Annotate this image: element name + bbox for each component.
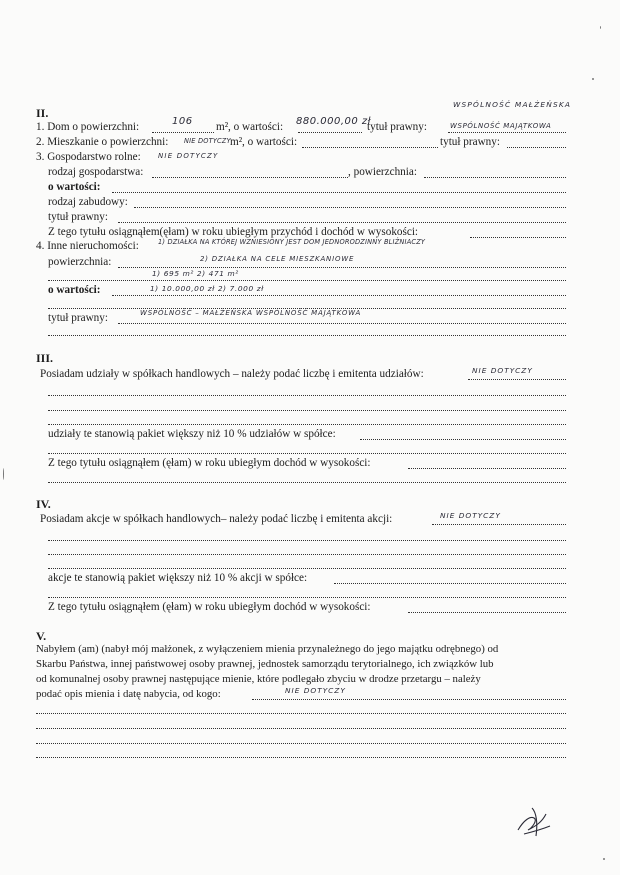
scan-speck <box>603 858 605 860</box>
farm-value: NIE DOTYCZY <box>158 152 219 160</box>
flat-title-line <box>507 147 566 148</box>
farm-income-label: Z tego tytułu osiągnąłem(ęłam) w roku ubiegłym przychód i dochód w wysokości: <box>48 226 419 238</box>
house-value-line <box>298 132 362 133</box>
scan-speck <box>3 468 4 480</box>
house-title-label: tytuł prawny: <box>367 121 427 133</box>
other-property-value: 1) DZIAŁKA NA KTÓREJ WZNIESIONY JEST DOM JEDNORODZINNY BLIŹNIACZY <box>158 238 426 246</box>
stocks-package-line <box>334 583 566 584</box>
shares-extra-line-2 <box>48 410 566 411</box>
other-area-line-1 <box>118 267 566 268</box>
farm-title-line <box>118 222 566 223</box>
shares-income-label: Z tego tytułu osiągnąłem (ęłam) w roku ubiegłym dochód w wysokości: <box>48 457 371 469</box>
farm-area-label: , powierzchnia: <box>348 166 417 178</box>
farm-type-line <box>152 177 348 178</box>
farm-type-label: rodzaj gospodarstwa: <box>48 166 144 178</box>
shares-package-line <box>360 439 566 440</box>
acquisition-text-line-3: od komunalnej osoby prawnej następujące mienie, które podlegało zbyciu w drodze przetargu – należy <box>36 673 481 685</box>
other-area-line-2 <box>48 280 566 281</box>
scan-speck <box>592 78 594 80</box>
farm-worth-label: o wartości: <box>48 181 101 193</box>
flat-value: NIE DOTYCZY <box>184 137 231 145</box>
other-area-label: powierzchnia: <box>48 256 112 268</box>
stocks-package-label: akcje te stanowią pakiet większy niż 10 % akcji w spółce: <box>48 572 308 584</box>
other-area-value-2: 1) 695 m² 2) 471 m² <box>152 269 239 278</box>
acquisition-text-line-2: Skarbu Państwa, innej państwowej osoby prawnej, jednostek samorządu terytorialnego, ich związków lub <box>36 658 494 670</box>
house-unit-label: m², o wartości: <box>216 121 284 133</box>
shares-package-label: udziały te stanowią pakiet większy niż 10 % udziałów w spółce: <box>48 428 336 440</box>
section-4-numeral: IV. <box>36 497 51 511</box>
flat-title-label: tytuł prawny: <box>440 136 500 148</box>
other-worth-line-1 <box>112 295 566 296</box>
other-title-label: tytuł prawny: <box>48 312 108 324</box>
stocks-income-label: Z tego tytułu osiągnąłem (ęłam) w roku ubiegłym dochód w wysokości: <box>48 601 371 613</box>
farm-area-line <box>424 177 566 178</box>
stocks-value: NIE DOTYCZY <box>440 511 501 520</box>
acquisition-extra-line-2 <box>36 728 566 729</box>
initials-signature <box>512 800 556 844</box>
other-worth-label: o wartości: <box>48 284 101 296</box>
house-area-line <box>152 132 214 133</box>
section-3-numeral: III. <box>36 351 54 365</box>
acquisition-text-line-4: podać opis mienia i datę nabycia, od kogo: <box>36 688 221 700</box>
farm-title-label: tytuł prawny: <box>48 211 108 223</box>
shares-label: Posiadam udziały w spółkach handlowych – należy podać liczbę i emitenta udziałów: <box>40 368 424 380</box>
shares-value: NIE DOTYCZY <box>472 366 533 375</box>
other-title-value: WSPÓLNOŚĆ – MAŁŻEŃSKA WSPÓLNOŚĆ MAJĄTKOWA <box>140 309 362 317</box>
other-worth-value: 1) 10.000,00 zł 2) 7.000 zł <box>150 284 264 293</box>
house-title-line <box>448 132 566 133</box>
shares-extra-line-1 <box>48 395 566 396</box>
section-2-numeral: II. <box>36 106 49 120</box>
shares-income-line-2 <box>48 482 566 483</box>
farm-buildings-line <box>134 207 566 208</box>
shares-income-line <box>408 468 566 469</box>
house-label: 1. Dom o powierzchni: <box>36 121 140 133</box>
section-5-numeral: V. <box>36 629 47 643</box>
shares-package-line-2 <box>48 453 566 454</box>
shares-extra-line-3 <box>48 424 566 425</box>
farm-income-line <box>470 237 566 238</box>
acquisition-extra-line-3 <box>36 743 566 744</box>
house-title-value: WSPÓLNOŚĆ MAJĄTKOWA <box>450 122 552 130</box>
stocks-extra-line-3 <box>48 568 566 569</box>
other-property-label: 4. Inne nieruchomości: <box>36 240 139 252</box>
farm-label: 3. Gospodarstwo rolne: <box>36 151 141 163</box>
house-area-value: 106 <box>172 116 193 127</box>
other-title-line-2 <box>48 335 566 336</box>
acquisition-value: NIE DOTYCZY <box>285 686 346 695</box>
farm-buildings-label: rodzaj zabudowy: <box>48 196 128 208</box>
scan-speck <box>600 26 601 29</box>
stocks-package-line-2 <box>48 597 566 598</box>
flat-unit-label: m², o wartości: <box>230 136 298 148</box>
stocks-line <box>432 524 566 525</box>
stocks-extra-line-1 <box>48 540 566 541</box>
header-handwritten-note: WSPÓLNOŚĆ MAŁŻEŃSKA <box>453 100 572 109</box>
house-value: 880.000,00 zł <box>296 116 372 127</box>
farm-worth-line <box>112 192 566 193</box>
flat-value-line <box>302 147 438 148</box>
acquisition-text-line-1: Nabyłem (am) (nabył mój małżonek, z wyłączeniem mienia przynależnego do jego majątku odrębnego) od <box>36 643 499 655</box>
stocks-label: Posiadam akcje w spółkach handlowych– należy podać liczbę i emitenta akcji: <box>40 513 393 525</box>
other-area-value-1: 2) DZIAŁKA NA CELE MIESZKANIOWE <box>200 255 355 263</box>
flat-label: 2. Mieszkanie o powierzchni: <box>36 136 169 148</box>
acquisition-extra-line-4 <box>36 757 566 758</box>
acquisition-line <box>252 699 566 700</box>
stocks-extra-line-2 <box>48 554 566 555</box>
other-title-line-1 <box>118 323 566 324</box>
stocks-income-line <box>408 612 566 613</box>
shares-line <box>468 379 566 380</box>
acquisition-extra-line-1 <box>36 713 566 714</box>
